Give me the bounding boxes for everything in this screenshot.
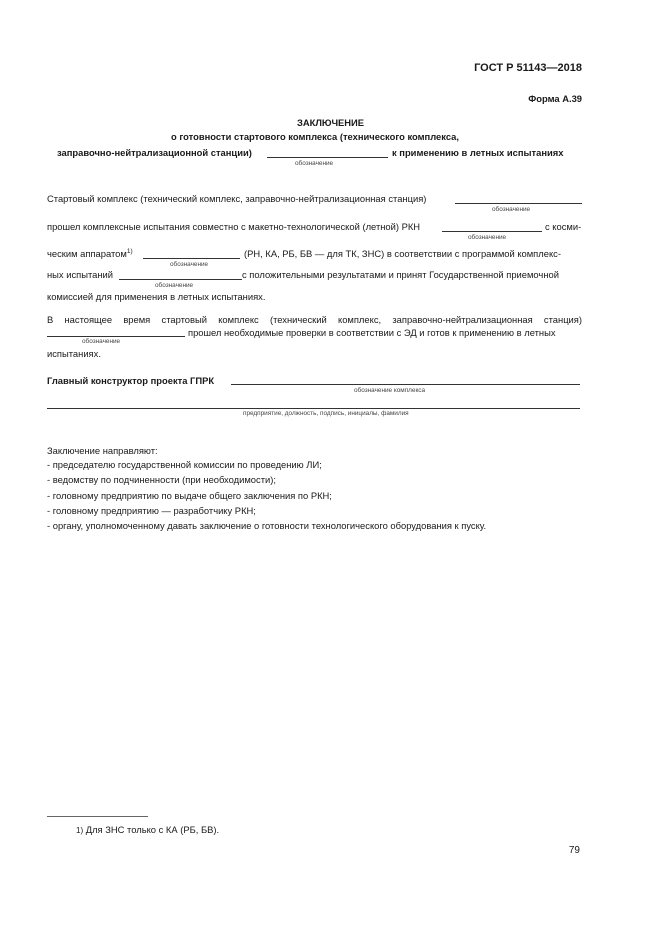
signature-label: Главный конструктор проекта ГПРК [47, 375, 215, 386]
title-line-2: о готовности стартового комплекса (технического комплекса, [171, 131, 459, 142]
signature-blank-1 [231, 384, 580, 385]
para2-line2: прошел необходимые проверки в соответствии с ЭД и готов к применению в летных [188, 327, 556, 338]
footnote-ref: 1) [126, 248, 133, 255]
para2-blank [47, 336, 185, 337]
footnote [76, 824, 219, 835]
list-item: - головному предприятию — разработчику РКН; [47, 505, 256, 516]
para2-caption: обозначение [82, 338, 121, 345]
para1-line3 [47, 248, 133, 259]
para1-caption-4: обозначение [155, 282, 194, 289]
para1-caption-3: обозначение [170, 261, 209, 268]
para1-line4-end: с положительными результатами и принят Государственной приемочной [242, 269, 559, 280]
para1-blank-2 [442, 231, 542, 232]
footnote-marker: 1) [76, 826, 84, 835]
para1-caption-2: обозначение [468, 234, 507, 241]
distribution-heading: Заключение направляют: [47, 445, 158, 456]
footnote-separator [47, 816, 148, 817]
para1-blank-1 [455, 203, 582, 204]
title-line-3-left: заправочно-нейтрализационной станции) [57, 147, 252, 158]
para1-line3-start: ческим аппаратом [47, 248, 127, 259]
para1-line4: ных испытаний [47, 269, 114, 280]
para2-line3: испытаниях. [47, 348, 101, 359]
title-blank-line [267, 157, 388, 158]
document-title: ЗАКЛЮЧЕНИЕ [296, 117, 365, 128]
para1-line3-end: (РН, КА, РБ, БВ — для ТК, ЗНС) в соответствии с программой комплекс- [244, 248, 561, 259]
list-item: - органу, уполномоченному давать заключение о готовности технологического оборудования к пуску. [47, 520, 487, 531]
para1-line2: прошел комплексные испытания совместно с макетно-технологической (летной) РКН [47, 221, 421, 232]
list-item: - головному предприятию по выдаче общего заключения по РКН; [47, 490, 332, 501]
para1-line2-end: с косми- [545, 221, 582, 232]
form-number: Форма А.39 [528, 93, 582, 104]
para1-caption-1: обозначение [492, 206, 531, 213]
para2-line1: В настоящее время стартовый комплекс (технический комплекс, заправочно-нейтрализационная станция) [47, 314, 582, 325]
standard-number: ГОСТ Р 51143—2018 [474, 62, 582, 74]
para1-line1: Стартовый комплекс (технический комплекс, заправочно-нейтрализационная станция) [47, 193, 427, 204]
para1-line5: комиссией для применения в летных испытаниях. [47, 291, 266, 302]
signature-caption-2: предприятие, должность, подпись, инициалы, фамилия [243, 410, 409, 417]
para1-blank-4 [119, 279, 242, 280]
para1-blank-3 [143, 258, 240, 259]
title-line-3-right: к применению в летных испытаниях [392, 147, 564, 158]
signature-caption-1: обозначение комплекса [354, 387, 426, 394]
footnote-text: Для ЗНС только с КА (РБ, БВ). [85, 824, 220, 835]
page-number: 79 [568, 845, 580, 856]
signature-blank-2 [47, 408, 580, 409]
list-item: - ведомству по подчиненности (при необходимости); [47, 474, 276, 485]
title-caption: обозначение [295, 160, 334, 167]
list-item: - председателю государственной комиссии по проведению ЛИ; [47, 459, 322, 470]
